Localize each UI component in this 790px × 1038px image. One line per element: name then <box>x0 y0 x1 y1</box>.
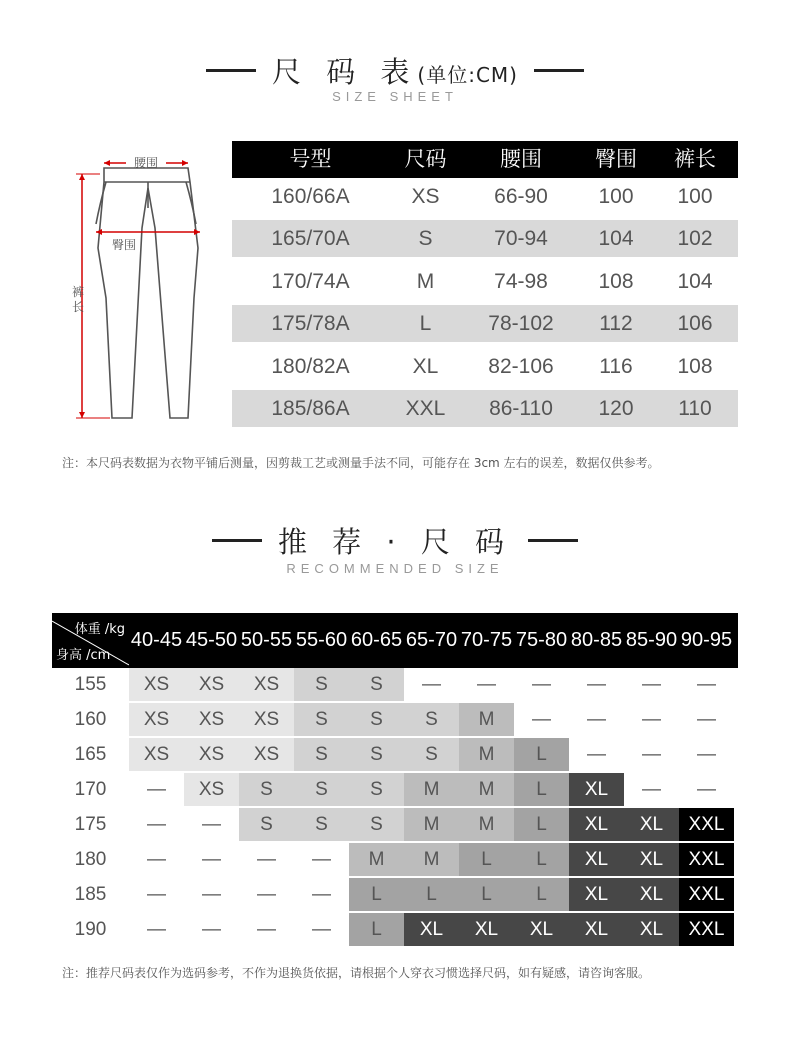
size-cell: S <box>239 773 294 806</box>
recommend-title-en: RECOMMENDED SIZE <box>286 561 504 576</box>
size-cell: — <box>294 843 349 876</box>
title-right-rule <box>528 539 578 542</box>
size-cell: M <box>404 773 459 806</box>
table-cell: 106 <box>677 312 713 336</box>
height-label: 165 <box>74 744 107 765</box>
size-cell: XL <box>514 913 569 946</box>
size-cell: L <box>514 808 569 841</box>
height-label: 190 <box>74 919 107 940</box>
size-sheet-title <box>0 50 790 91</box>
size-cell: S <box>294 773 349 806</box>
table-row <box>232 348 738 385</box>
size-cell: XL <box>624 878 679 911</box>
size-cell: — <box>184 878 239 911</box>
table-cell: M <box>416 269 435 293</box>
size-cell: XS <box>129 703 184 736</box>
size-cell: L <box>514 773 569 806</box>
size-sheet-title-en: SIZE SHEET <box>332 89 458 104</box>
size-cell: — <box>569 668 624 701</box>
table-row <box>52 703 738 736</box>
table-row <box>232 263 738 300</box>
size-cell: S <box>294 808 349 841</box>
weight-header: 65-70 <box>405 629 458 651</box>
size-cell: L <box>404 878 459 911</box>
size-cell: — <box>624 738 679 771</box>
corner-height-label: 身高 /cm <box>56 648 111 663</box>
header-hip: 臀围 <box>595 147 637 171</box>
size-cell: XL <box>624 843 679 876</box>
size-cell: S <box>294 668 349 701</box>
weight-header: 80-85 <box>570 629 623 651</box>
size-cell: L <box>349 913 404 946</box>
recommend-body <box>52 668 738 946</box>
size-cell: XL <box>569 843 624 876</box>
size-cell: M <box>459 738 514 771</box>
table-row <box>52 773 738 806</box>
height-label: 175 <box>74 814 107 835</box>
size-cell: L <box>349 878 404 911</box>
size-cell: XS <box>184 773 239 806</box>
table-cell: 100 <box>598 185 634 208</box>
size-cell: L <box>514 843 569 876</box>
size-cell: — <box>129 878 184 911</box>
size-cell: — <box>569 738 624 771</box>
size-cell: — <box>514 703 569 736</box>
size-table-body <box>232 178 738 427</box>
table-cell: 70-94 <box>494 227 548 251</box>
size-cell: — <box>459 668 514 701</box>
size-cell: S <box>294 703 349 736</box>
size-cell: XS <box>184 703 239 736</box>
table-cell: 175/78A <box>271 312 350 336</box>
size-cell: L <box>459 878 514 911</box>
size-cell: M <box>459 703 514 736</box>
size-cell: XS <box>239 738 294 771</box>
size-cell: — <box>624 703 679 736</box>
table-row <box>232 220 738 257</box>
size-cell: — <box>679 738 734 771</box>
size-cell: — <box>129 843 184 876</box>
size-cell: — <box>624 668 679 701</box>
recommend-table <box>52 613 738 946</box>
title-left-rule <box>206 69 256 72</box>
table-cell: 160/66A <box>271 185 350 208</box>
table-cell: 120 <box>598 396 634 420</box>
recommend-header <box>52 613 738 668</box>
size-cell: XS <box>239 668 294 701</box>
header-model: 号型 <box>289 147 332 171</box>
waist-label: 腰围 <box>133 156 159 170</box>
size-cell: L <box>514 738 569 771</box>
header-waist: 腰围 <box>500 147 542 171</box>
size-table-header <box>232 141 738 178</box>
table-cell: 78-102 <box>488 312 554 336</box>
size-cell: S <box>349 668 404 701</box>
size-sheet-title-unit: (单位:CM) <box>417 63 518 87</box>
table-cell: 104 <box>677 269 713 293</box>
size-cell: S <box>239 808 294 841</box>
table-cell: 74-98 <box>494 269 548 293</box>
size-cell: XS <box>129 738 184 771</box>
table-row <box>52 913 738 946</box>
size-sheet-note: 注：本尺码表数据为衣物平铺后测量，因剪裁工艺或测量手法不同，可能存在 3cm 左右的误差，数据仅供参考。 <box>62 456 660 470</box>
table-row <box>52 738 738 771</box>
table-row <box>52 843 738 876</box>
size-cell: — <box>514 668 569 701</box>
table-cell: XL <box>412 354 439 378</box>
size-cell: XXL <box>679 808 734 841</box>
size-cell: XS <box>184 668 239 701</box>
size-cell: — <box>569 703 624 736</box>
table-row <box>232 178 738 215</box>
hip-measure <box>96 229 200 235</box>
size-cell: XL <box>569 773 624 806</box>
hip-label: 臀围 <box>111 238 137 252</box>
table-row <box>52 668 738 701</box>
size-cell: — <box>624 773 679 806</box>
size-cell: XL <box>459 913 514 946</box>
size-sheet-title-main: 尺 码 表 <box>271 55 418 89</box>
size-cell: M <box>459 808 514 841</box>
height-label: 160 <box>74 709 107 730</box>
table-cell: L <box>419 312 432 336</box>
table-cell: 108 <box>598 269 634 293</box>
size-cell: XL <box>569 878 624 911</box>
table-cell: XXL <box>405 396 446 420</box>
size-cell: — <box>129 773 184 806</box>
size-cell: XXL <box>679 913 734 946</box>
size-cell: — <box>129 808 184 841</box>
height-label: 185 <box>74 884 107 905</box>
size-cell: XL <box>404 913 459 946</box>
size-cell: — <box>679 773 734 806</box>
size-cell: — <box>679 703 734 736</box>
height-label: 170 <box>74 779 107 800</box>
size-cell: M <box>404 808 459 841</box>
table-cell: 86-110 <box>489 396 553 420</box>
size-cell: — <box>239 878 294 911</box>
size-cell: M <box>349 843 404 876</box>
length-label: 裤长 <box>72 285 85 314</box>
size-cell: — <box>184 913 239 946</box>
size-table <box>232 141 738 427</box>
table-cell: S <box>418 227 433 251</box>
size-cell: S <box>349 773 404 806</box>
weight-header: 50-55 <box>240 629 293 651</box>
size-cell: L <box>459 843 514 876</box>
size-cell: XXL <box>679 843 734 876</box>
size-cell: — <box>129 913 184 946</box>
table-row <box>52 808 738 841</box>
recommend-note: 注：推荐尺码表仅作为选码参考，不作为退换货依据，请根据个人穿衣习惯选择尺码，如有疑感，请咨询客服。 <box>62 966 651 980</box>
header-length: 裤长 <box>674 147 716 171</box>
table-cell: 108 <box>677 354 713 378</box>
recommend-corner <box>52 613 129 668</box>
size-cell: — <box>404 668 459 701</box>
table-cell: 82-106 <box>488 354 554 378</box>
pants-diagram <box>60 148 220 428</box>
size-cell: XS <box>129 668 184 701</box>
height-label: 155 <box>74 674 107 695</box>
weight-header: 85-90 <box>625 629 678 651</box>
size-cell: S <box>294 738 349 771</box>
table-row <box>232 305 738 342</box>
size-cell: S <box>404 738 459 771</box>
table-cell: 110 <box>678 396 712 420</box>
size-cell: XL <box>624 913 679 946</box>
table-cell: 100 <box>677 185 713 208</box>
weight-headers <box>129 613 734 668</box>
size-cell: — <box>239 913 294 946</box>
table-cell: 165/70A <box>271 227 350 251</box>
table-cell: 66-90 <box>494 185 548 208</box>
header-size: 尺码 <box>404 147 447 171</box>
size-cell: S <box>349 738 404 771</box>
size-cell: XXL <box>679 878 734 911</box>
size-cell: — <box>294 913 349 946</box>
size-cell: — <box>184 808 239 841</box>
weight-header: 45-50 <box>185 629 238 651</box>
size-cell: S <box>349 703 404 736</box>
size-cell: XL <box>569 808 624 841</box>
recommend-title-text: 推 荐 · 尺 码 <box>277 525 513 559</box>
size-cell: — <box>184 843 239 876</box>
table-cell: 102 <box>677 227 713 251</box>
height-label: 180 <box>74 849 107 870</box>
size-cell: — <box>294 878 349 911</box>
size-cell: XS <box>239 703 294 736</box>
size-cell: XL <box>624 808 679 841</box>
size-cell: XL <box>569 913 624 946</box>
title-right-rule <box>534 69 584 72</box>
table-cell: XS <box>411 185 440 208</box>
weight-header: 75-80 <box>515 629 568 651</box>
size-cell: S <box>349 808 404 841</box>
table-cell: 185/86A <box>271 396 350 420</box>
corner-weight-label: 体重 /kg <box>74 622 125 637</box>
table-cell: 104 <box>598 227 634 251</box>
size-cell: M <box>459 773 514 806</box>
weight-header: 60-65 <box>350 629 403 651</box>
size-cell: M <box>404 843 459 876</box>
title-left-rule <box>212 539 262 542</box>
weight-header: 40-45 <box>130 629 183 651</box>
table-cell: 112 <box>599 312 633 336</box>
table-cell: 116 <box>599 354 633 378</box>
size-cell: L <box>514 878 569 911</box>
table-row <box>232 390 738 427</box>
size-cell: XS <box>184 738 239 771</box>
weight-header: 70-75 <box>460 629 513 651</box>
table-row <box>52 878 738 911</box>
weight-header: 90-95 <box>680 629 733 651</box>
size-cell: — <box>239 843 294 876</box>
weight-header: 55-60 <box>295 629 348 651</box>
size-cell: — <box>679 668 734 701</box>
recommend-title <box>0 520 790 561</box>
size-cell: S <box>404 703 459 736</box>
table-cell: 170/74A <box>271 269 350 293</box>
pants-outline <box>96 168 198 418</box>
table-cell: 180/82A <box>271 354 350 378</box>
